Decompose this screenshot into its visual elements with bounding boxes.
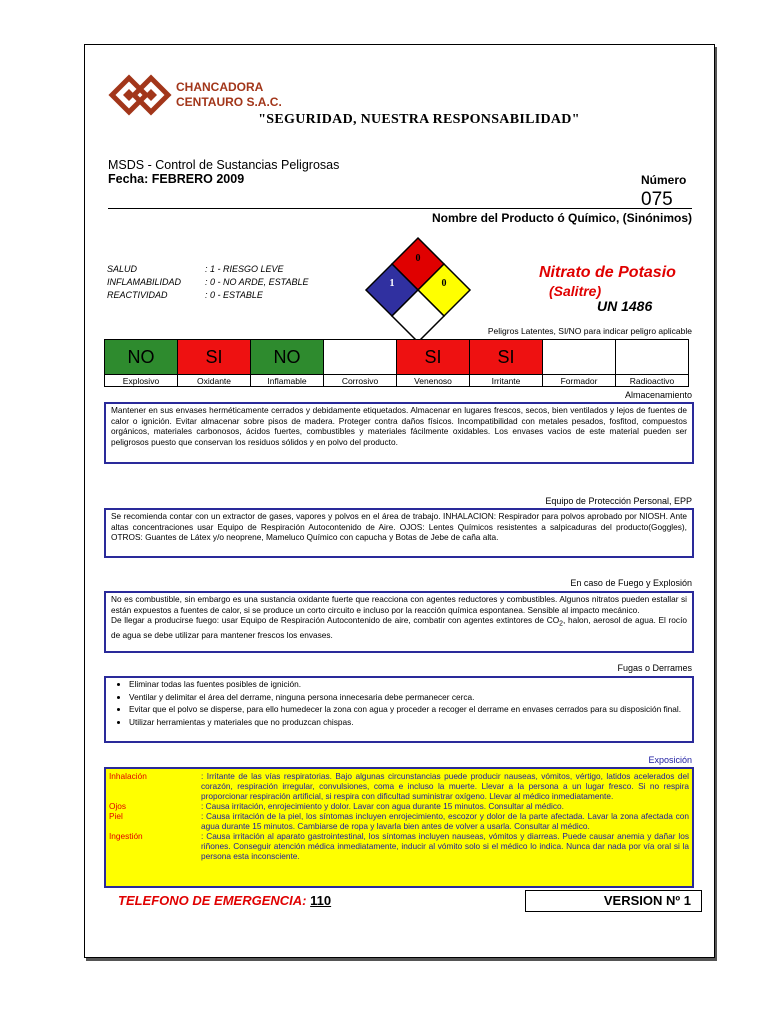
danger-name: Corrosivo	[324, 375, 397, 387]
danger-name: Radioactivo	[616, 375, 689, 387]
fire-text-2a: De llegar a producirse fuego: usar Equipo de Respiración Autocontenido de aire, combatir con agentes extintores de CO	[111, 615, 560, 626]
exposure-route: Ingestión	[109, 831, 143, 841]
nfpa-diamond-icon	[362, 236, 474, 342]
exposure-box	[104, 767, 694, 888]
rating-row	[107, 277, 309, 288]
company-name-line1: CHANCADORA	[176, 80, 264, 94]
table-row	[109, 831, 689, 861]
product-name: Nitrato de Potasio	[539, 264, 676, 281]
fire-text-2	[111, 615, 687, 641]
storage-text: Mantener en sus envases herméticamente cerrados y debidamente etiquetados. Almacenar en lugares frescos, secos, bien ventilados y lejos de fuentes de calor o ignición. Evitar almacenar sobre pisos de madera. Proteger contra daños físicos. Incompatibilidad con metales pesados, fosfitod, compuestos orgánicos, materiales carbonosos, ácidos fuertes, combustibles y materiales fácilmente oxidables. Los envases vacios de este material pueden ser peligrosos puesto que conservan los residuos sólidos y en polvo del producto.	[111, 405, 687, 447]
exposure-route: Inhalación	[109, 771, 147, 781]
list-item: • Eliminar todas las fuentes posibles de ignición.	[129, 679, 687, 690]
rating-label: REACTIVIDAD	[107, 290, 168, 300]
danger-value: SI	[470, 340, 543, 375]
exposure-text: : Irritante de las vías respiratorias. Bajo algunas circunstancias puede producir nauseas, vómitos, vértigo, latidos acelerados del corazón, respiración irregular, convulsiones, coma e incluso la muerte. Llevar a la persona a un lugar fresco. Si no respira proporcionar respiración artificial, si respira con dificultad suministrar oxígeno. Llevar al médico inmediatamente.	[201, 771, 689, 801]
exposure-route: Ojos	[109, 801, 127, 811]
danger-value: SI	[178, 340, 251, 375]
exposure-table	[109, 771, 689, 861]
rating-row	[107, 290, 309, 301]
doc-title: MSDS - Control de Sustancias Peligrosas	[108, 158, 340, 172]
danger-name: Formador	[543, 375, 616, 387]
danger-values-row	[105, 340, 689, 375]
danger-value	[324, 340, 397, 375]
danger-names-row	[105, 375, 689, 387]
danger-name: Irritante	[470, 375, 543, 387]
emergency-number[interactable]: 110	[310, 893, 332, 908]
fire-text-2b: , halon, aerosol de agua. El rocío de agua se debe utilizar para mantener frescos los envases.	[111, 615, 687, 641]
exposure-text: : Causa irritación al aparato gastrointestinal, los síntomas incluyen nauseas, vómitos y diarreas. Puede causar anemia y dañar los riñones. Conseguir atención médica inmediatamente, inducir al vómito solo si el médico lo indica. Nunca dar nada por vía oral si la persona esta inconsciente.	[201, 831, 689, 861]
slogan: "SEGURIDAD, NUESTRA RESPONSABILIDAD"	[258, 112, 580, 127]
rating-label: INFLAMABILIDAD	[107, 277, 182, 287]
ppe-box	[104, 508, 694, 558]
fire-text-1: No es combustible, sin embargo es una sustancia oxidante fuerte que reacciona con agentes reductores y combustibles. Algunos nitratos pueden estallar si están expuestos a fuentes de calor, si se produce un corto circuito e incluso por la reacción química espontanea. Sensible al impacto mecánico.	[111, 594, 687, 615]
emergency-label: TELEFONO DE EMERGENCIA:	[118, 893, 307, 908]
danger-grid	[104, 339, 689, 387]
nfpa-top-value: 0	[415, 253, 421, 264]
exposure-title: Exposición	[648, 755, 692, 765]
table-row	[109, 811, 689, 831]
rating-row	[107, 264, 309, 275]
doc-date: Fecha: FEBRERO 2009	[108, 172, 245, 186]
list-item: • Ventilar y delimitar el área del derrame, ninguna persona innecesaria debe permanecer cerca.	[129, 692, 687, 703]
number-label: Número	[641, 173, 687, 187]
spill-title: Fugas o Derrames	[617, 663, 692, 673]
danger-name: Inflamable	[251, 375, 324, 387]
fire-title: En caso de Fuego y Explosión	[570, 578, 692, 588]
latent-dangers-label: Peligros Latentes, SI/NO para indicar peligro aplicable	[487, 326, 692, 336]
danger-name: Explosivo	[105, 375, 178, 387]
fire-text-2-sub: 2	[559, 620, 563, 628]
danger-value	[616, 340, 689, 375]
product-synonym: (Salitre)	[549, 283, 602, 299]
rating-value: : 0 - ESTABLE	[205, 290, 263, 300]
doc-header	[108, 158, 339, 186]
number-value: 075	[641, 189, 673, 210]
spill-box	[104, 676, 694, 743]
list-item: • Evitar que el polvo se disperse, para ello humedecer la zona con agua y proceder a recoger el derrame en envases cerrados para su disposición final.	[129, 704, 687, 715]
danger-value: NO	[251, 340, 324, 375]
storage-title: Almacenamiento	[624, 390, 692, 400]
nfpa-right-value: 0	[441, 278, 447, 289]
exposure-route: Piel	[109, 811, 123, 821]
danger-value	[543, 340, 616, 375]
header-divider	[108, 208, 692, 209]
rating-label: SALUD	[107, 264, 138, 274]
danger-name: Oxidante	[178, 375, 251, 387]
ppe-title: Equipo de Protección Personal, EPP	[545, 496, 692, 506]
danger-value: NO	[105, 340, 178, 375]
exposure-text: : Causa irritación de la piel, los síntomas incluyen enrojecimiento, escozor y dolor de la parte afectada. Lavar la zona afectada con agua durante 15 minutos. Cambiarse de ropa y lavarla bien antes de volver a usarla. Consultar al médico.	[201, 811, 689, 831]
ppe-text: Se recomienda contar con un extractor de gases, vapores y polvos en el área de trabajo. INHALACION: Respirador para polvos aprobado por NIOSH. Ante altas concentraciones usar Equipo de Respiración Autocontenido de Aire. OJOS: Lentes Químicos resistentes a salpicaduras del producto(Goggles), OTROS: Guantes de Látex y/o neoprene, Mameluco Químico con capucha y Botas de Jebe de caña alta.	[111, 511, 687, 543]
danger-value: SI	[397, 340, 470, 375]
company-name	[176, 80, 282, 110]
table-row	[109, 771, 689, 801]
version-box: VERSION Nº 1	[525, 890, 702, 912]
spill-list	[111, 679, 687, 727]
rating-value: : 1 - RIESGO LEVE	[205, 264, 284, 274]
table-row	[109, 801, 689, 811]
rating-value: : 0 - NO ARDE, ESTABLE	[205, 277, 309, 287]
emergency-phone	[118, 893, 331, 908]
un-number: UN 1486	[597, 298, 653, 314]
nfpa-left-value: 1	[389, 278, 395, 289]
hazard-ratings	[105, 262, 311, 303]
list-item: • Utilizar herramientas y materiales que no produzcan chispas.	[129, 717, 687, 728]
exposure-text: : Causa irritación, enrojecimiento y dolor. Lavar con agua durante 15 minutos. Consultar al médico.	[201, 801, 564, 811]
company-name-line2: CENTAURO S.A.C.	[176, 95, 282, 109]
product-label: Nombre del Producto ó Químico, (Sinónimos)	[431, 211, 692, 225]
storage-box	[104, 402, 694, 464]
fire-box	[104, 591, 694, 653]
danger-name: Venenoso	[397, 375, 470, 387]
